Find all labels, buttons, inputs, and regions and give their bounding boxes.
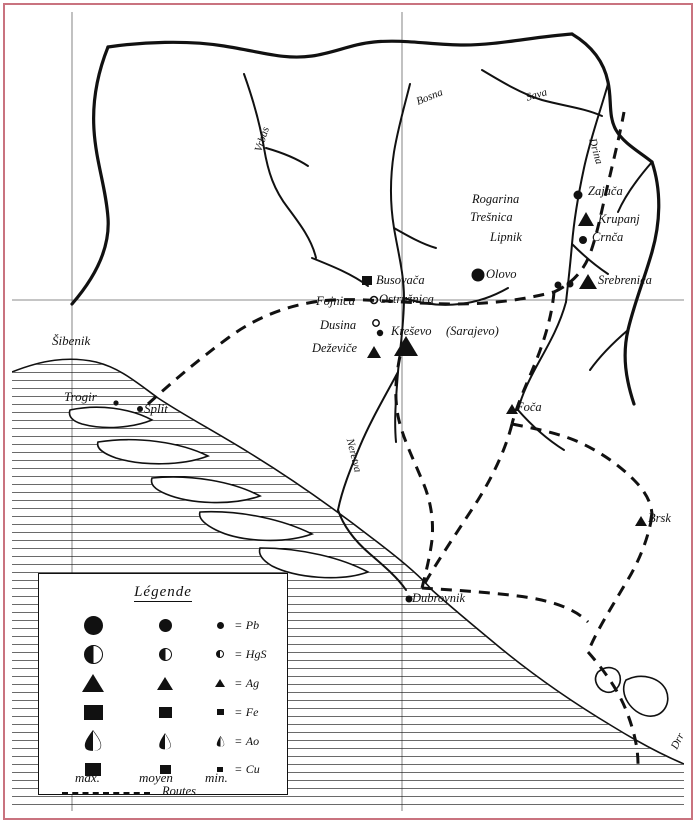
place-label-busovaca: Busovača bbox=[376, 273, 425, 287]
place-label-tresnica: Trešnica bbox=[470, 210, 513, 224]
symbol-pb bbox=[579, 236, 587, 244]
place-label-sibenik: Šibenik bbox=[52, 333, 91, 348]
legend-symbol-hgs-moyen bbox=[145, 641, 185, 667]
legend-caption-max: max. bbox=[75, 770, 100, 785]
legend-code-fe: = Fe bbox=[235, 704, 259, 719]
legend-code-ag: = Ag bbox=[235, 675, 260, 690]
routes-dash-sample bbox=[62, 792, 150, 794]
legend-row-ag bbox=[39, 670, 287, 696]
country-outline bbox=[72, 34, 659, 404]
place-label-ostruznica: Ostružnica bbox=[379, 292, 434, 306]
symbol-pb bbox=[137, 406, 143, 412]
legend-code-routes: Routes bbox=[162, 784, 197, 798]
place-label-dezevice: Deževiče bbox=[312, 341, 358, 355]
legend-row-pb bbox=[39, 612, 287, 638]
symbol-ao bbox=[373, 320, 379, 326]
symbol-pb bbox=[113, 400, 118, 405]
river-label-drr: Drr bbox=[668, 731, 687, 752]
legend-routes-row bbox=[38, 782, 298, 804]
symbol-pb bbox=[472, 269, 485, 282]
legend-symbol-fe-max bbox=[73, 699, 113, 725]
river-label-vrbas: Vrbas bbox=[252, 125, 272, 154]
place-label-dusina: Dusina bbox=[320, 318, 357, 332]
symbol-pb bbox=[377, 330, 383, 336]
legend-symbol-ag-min bbox=[207, 670, 233, 696]
river-label-bosna: Bosna bbox=[414, 86, 445, 108]
legend-symbol-pb-moyen bbox=[145, 612, 185, 638]
legend-caption-min: min. bbox=[205, 770, 228, 785]
legend-caption-moyen: moyen bbox=[139, 770, 173, 785]
legend-symbol-pb-min bbox=[207, 612, 233, 638]
legend-symbol-hgs-max bbox=[73, 641, 113, 667]
legend-row-fe bbox=[39, 699, 287, 725]
legend-symbol-fe-moyen bbox=[145, 699, 185, 725]
river-label-neretva: Neretva bbox=[343, 437, 364, 474]
drop-icon bbox=[158, 733, 172, 750]
legend-title-text: Légende bbox=[134, 584, 192, 600]
place-label-srebrenica: Srebrenica bbox=[598, 273, 652, 287]
place-label-rogarina: Rogarina bbox=[472, 192, 520, 206]
place-label-foca: Foča bbox=[516, 400, 542, 414]
symbol-ag bbox=[635, 516, 647, 526]
legend-symbol-ao-max bbox=[73, 728, 113, 754]
legend-row-ao bbox=[39, 728, 287, 754]
place-label-split: Split bbox=[144, 401, 168, 416]
legend-symbol-ao-min bbox=[207, 728, 233, 754]
place-label-kresevo: Kreševo bbox=[391, 324, 432, 338]
river-label-drina: Drina bbox=[586, 137, 606, 166]
symbol-fe bbox=[362, 276, 372, 285]
legend-symbol-fe-min bbox=[207, 699, 233, 725]
river-label-sava: Sava bbox=[524, 86, 549, 104]
drop-icon bbox=[83, 730, 103, 752]
symbol-ag bbox=[394, 336, 418, 356]
legend-symbol-hgs-min bbox=[207, 641, 233, 667]
symbol-pb bbox=[574, 191, 583, 200]
drop-icon bbox=[216, 736, 225, 747]
legend-symbol-ag-moyen bbox=[145, 670, 185, 696]
place-label-crnca: Crnča bbox=[592, 230, 624, 244]
legend-panel bbox=[38, 573, 288, 795]
legend-row-hgs bbox=[39, 641, 287, 667]
symbol-ag bbox=[578, 212, 594, 226]
place-label-olovo: Olovo bbox=[486, 267, 517, 281]
place-label-brsk: Brsk bbox=[648, 511, 671, 525]
legend-symbol-ao-moyen bbox=[145, 728, 185, 754]
legend-code-pb: = Pb bbox=[235, 617, 260, 632]
place-label-lipnik: Lipnik bbox=[490, 230, 522, 244]
legend-symbol-pb-max bbox=[73, 612, 113, 638]
legend-code-cu: = Cu bbox=[235, 761, 260, 776]
place-label-krupanj: Krupanj bbox=[598, 212, 640, 226]
place-label-sarajevo: (Sarajevo) bbox=[446, 324, 499, 338]
place-label-dubrovnik: Dubrovnik bbox=[412, 591, 465, 605]
place-label-trogir: Trogir bbox=[64, 389, 97, 404]
legend-symbol-ag-max bbox=[73, 670, 113, 696]
legend-code-ao: = Ao bbox=[235, 733, 260, 748]
symbol-pb bbox=[406, 596, 413, 603]
map-canvas bbox=[12, 12, 687, 811]
place-label-zajaca: Zajača bbox=[588, 184, 623, 198]
symbol-ag bbox=[367, 346, 381, 358]
symbol-ag bbox=[579, 274, 597, 289]
symbol-pb bbox=[555, 282, 562, 289]
symbol-pb bbox=[567, 281, 574, 288]
legend-code-hgs: = HgS bbox=[235, 646, 267, 661]
legend-title bbox=[39, 584, 287, 601]
place-label-fojnica: Fojnica bbox=[316, 294, 355, 308]
